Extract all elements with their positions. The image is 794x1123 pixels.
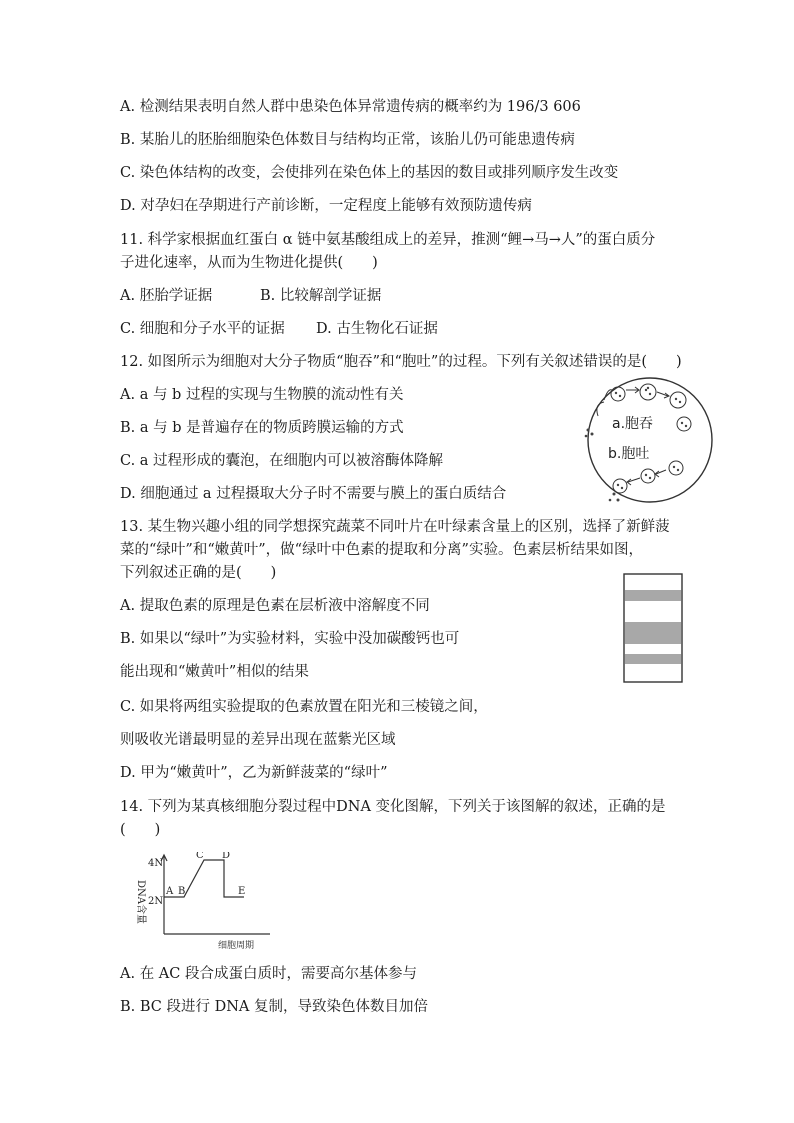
point-label-b: B	[178, 886, 186, 897]
y-tick-label: 2N	[148, 896, 164, 907]
chromatography-strip-figure	[622, 572, 686, 684]
q14-option-a: A. 在 AC 段合成蛋白质时，需要高尔基体参与	[120, 966, 417, 982]
q11-options-row2	[120, 319, 438, 339]
q13-stem-line3: 下列叙述正确的是( )	[120, 565, 277, 581]
q11-option-b: B. 比较解剖学证据	[260, 288, 382, 304]
q10-option-a: A. 检测结果表明自然人群中患染色体异常遗传病的概率约为 196/3 606	[120, 99, 581, 115]
q13-option-d: D. 甲为“嫩黄叶”，乙为新鲜菠菜的“绿叶”	[120, 765, 388, 781]
q12-option-d: D. 细胞通过 a 过程摄取大分子时不需要与膜上的蛋白质结合	[120, 486, 507, 502]
q11-option-d: D. 古生物化石证据	[316, 321, 438, 337]
fig-label-endocytosis: a.胞吞	[612, 416, 654, 432]
dna-series-line	[164, 860, 244, 897]
q11-option-a: A. 胚胎学证据	[120, 288, 213, 304]
point-label-c: C	[196, 852, 204, 861]
pigment-band-1	[625, 590, 682, 601]
q11-options-row1	[120, 286, 381, 306]
q13-option-b-line2: 能出现和“嫩黄叶”相似的结果	[120, 664, 309, 680]
q13-stem-line2: 菜的“绿叶”和“嫩黄叶”，做“绿叶中色素的提取和分离”实验。色素层析结果如图，	[120, 542, 643, 558]
y-axis-label: DNA含量	[135, 880, 146, 924]
point-label-a: A	[166, 886, 174, 897]
q14-stem-line2: ( )	[120, 822, 161, 838]
q10-option-c: C. 染色体结构的改变，会使排列在染色体上的基因的数目或排列顺序发生改变	[120, 165, 619, 181]
q13-option-a: A. 提取色素的原理是色素在层析液中溶解度不同	[120, 598, 430, 614]
q14-option-b: B. BC 段进行 DNA 复制，导致染色体数目加倍	[120, 999, 429, 1015]
q12-stem: 12. 如图所示为细胞对大分子物质“胞吞”和“胞吐”的过程。下列有关叙述错误的是( )	[120, 354, 682, 370]
pigment-band-3	[625, 654, 682, 664]
dna-content-chart	[128, 852, 288, 952]
pigment-band-2	[625, 622, 682, 644]
point-label-e: E	[238, 886, 246, 897]
y-tick-label: 4N	[148, 858, 164, 869]
q13-stem-line1: 13. 某生物兴趣小组的同学想探究蔬菜不同叶片在叶绿素含量上的区别，选择了新鲜菠	[120, 519, 670, 535]
q13-option-c-line2: 则吸收光谱最明显的差异出现在蓝紫光区域	[120, 732, 396, 748]
q13-option-b-line1: B. 如果以“绿叶”为实验材料，实验中没加碳酸钙也可	[120, 631, 460, 647]
q14-stem-line1: 14. 下列为某真核细胞分裂过程中DNA 变化图解，下列关于该图解的叙述，正确的是	[120, 799, 666, 815]
q12-option-b: B. a 与 b 是普遍存在的物质跨膜运输的方式	[120, 420, 404, 436]
q11-option-c: C. 细胞和分子水平的证据	[120, 321, 285, 337]
q11-stem-line1: 11. 科学家根据血红蛋白 α 链中氨基酸组成上的差异，推测“鲤→马→人”的蛋白质分	[120, 232, 656, 248]
fig-label-exocytosis: b.胞吐	[608, 446, 650, 462]
q12-option-a: A. a 与 b 过程的实现与生物膜的流动性有关	[120, 387, 404, 403]
point-label-d: D	[222, 852, 231, 861]
q12-option-c: C. a 过程形成的囊泡，在细胞内可以被溶酶体降解	[120, 453, 444, 469]
cell-transport-figure	[578, 374, 718, 506]
x-axis-label: 细胞周期	[218, 941, 255, 951]
q10-option-b: B. 某胎儿的胚胎细胞染色体数目与结构均正常，该胎儿仍可能患遗传病	[120, 132, 575, 148]
q11-stem-line2: 子进化速率，从而为生物进化提供( )	[120, 255, 378, 271]
q13-option-c-line1: C. 如果将两组实验提取的色素放置在阳光和三棱镜之间，	[120, 699, 488, 715]
q10-option-d: D. 对孕妇在孕期进行产前诊断，一定程度上能够有效预防遗传病	[120, 198, 532, 214]
